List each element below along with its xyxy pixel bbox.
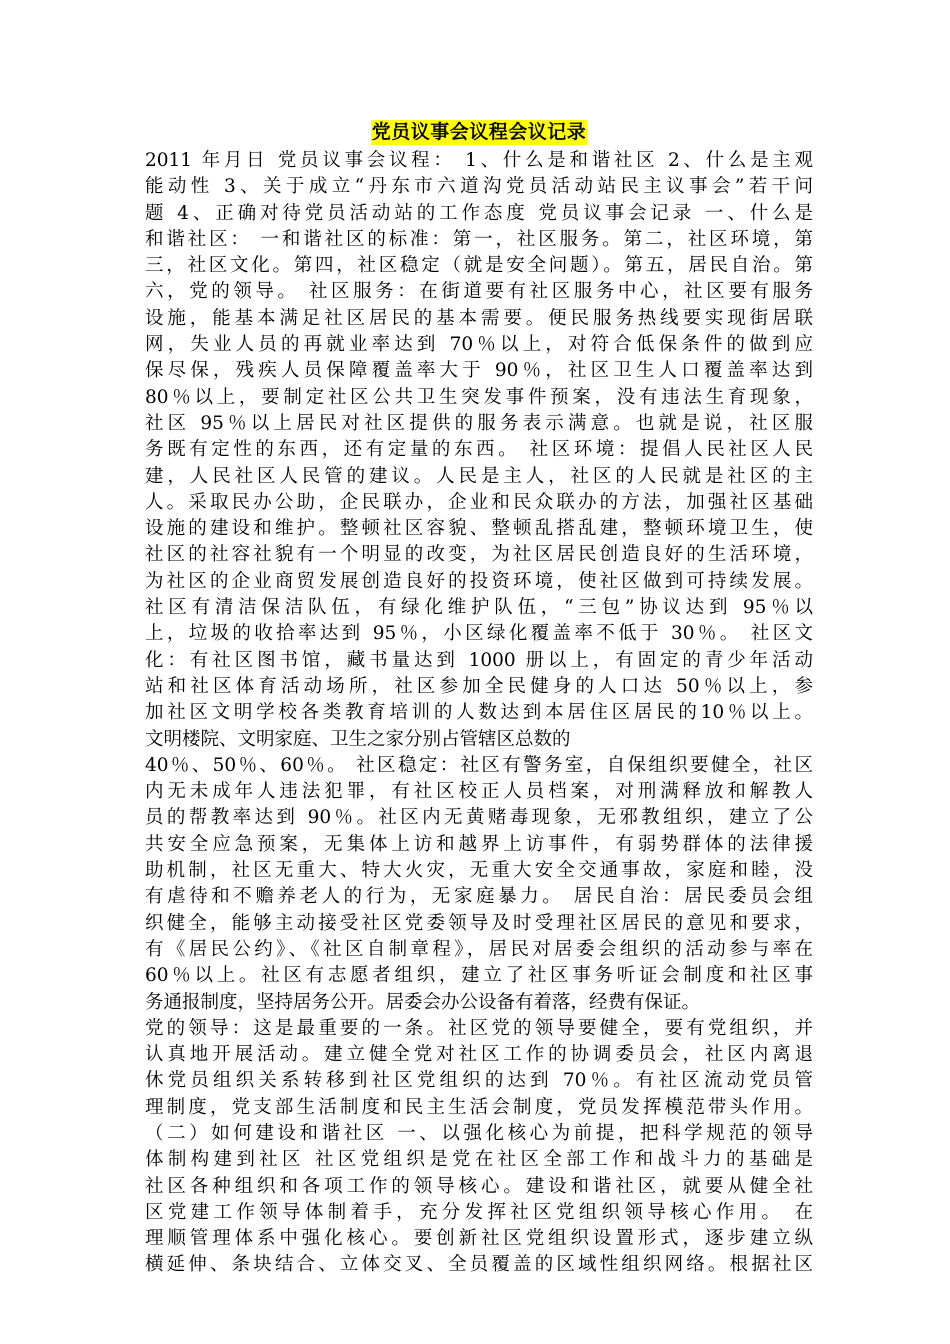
body-line: 六，党的领导。 社区服务：在街道要有社区服务中心，社区要有服务 (145, 281, 813, 303)
body-line: 为社区的企业商贸发展创造良好的投资环境，使社区做到可持续发展。 (145, 570, 813, 592)
title-row (145, 118, 813, 148)
body-line: 加社区文明学校各类教育培训的人数达到本居住区居民的10％以上。 (145, 702, 813, 724)
body-line: 题 4、正确对待党员活动站的工作态度 党员议事会记录 一、什么是 (145, 202, 813, 224)
body-line: 有《居民公约》、《社区自制章程》，居民对居委会组织的活动参与率在 (145, 938, 813, 960)
body-line: 织健全，能够主动接受社区党委领导及时受理社区居民的意见和要求， (145, 912, 813, 934)
body-line: 理制度，党支部生活制度和民主生活会制度，党员发挥模范带头作用。 (145, 1096, 813, 1118)
body-line: 站和社区体育活动场所，社区参加全民健身的人口达 50％以上，参 (145, 675, 813, 697)
body-line: （二）如何建设和谐社区 一、以强化核心为前提，把科学规范的领导 (145, 1122, 813, 1144)
body-line: 社区各种组织和各项工作的领导核心。建设和谐社区，就要从健全社 (145, 1175, 813, 1197)
body-line: 休党员组织关系转移到社区党组织的达到 70％。有社区流动党员管 (145, 1070, 813, 1092)
body-line: 员的帮教率达到 90％。社区内无黄赌毒现象，无邪教组织，建立了公 (145, 807, 813, 829)
body-line: 务既有定性的东西，还有定量的东西。 社区环境：提倡人民社区人民 (145, 439, 813, 461)
document-page (145, 118, 813, 1279)
body-line: 设施的建设和维护。整顿社区容貌、整顿乱搭乱建，整顿环境卫生，使 (145, 518, 813, 540)
body-line: 内无未成年人违法犯罪，有社区校正人员档案，对刑满释放和解教人 (145, 781, 813, 803)
document-title: 党员议事会议程会议记录 (371, 121, 587, 143)
body-line: 社区 95％以上居民对社区提供的服务表示满意。也就是说，社区服 (145, 412, 813, 434)
body-line: 40％、50％、60％。 社区稳定：社区有警务室，自保组织要健全，社区 (145, 754, 813, 776)
body-line: 上，垃圾的收拾率达到 95％，小区绿化覆盖率不低于 30％。 社区文 (145, 623, 813, 645)
body-line: 区党建工作领导体制着手，充分发挥社区党组织领导核心作用。 在 (145, 1201, 813, 1223)
body-line: 人。采取民办公助，企民联办，企业和民众联办的方法，加强社区基础 (145, 491, 813, 513)
body-line: 网，失业人员的再就业率达到 70％以上，对符合低保条件的做到应 (145, 334, 813, 356)
body-line: 共安全应急预案，无集体上访和越界上访事件，有弱势群体的法律援 (145, 833, 813, 855)
body-line: 保尽保，残疾人员保障覆盖率大于 90％，社区卫生人口覆盖率达到 (145, 360, 813, 382)
body-line: 有虐待和不赡养老人的行为，无家庭暴力。 居民自治：居民委员会组 (145, 886, 813, 908)
body-line: 社区有清洁保洁队伍，有绿化维护队伍，“三包”协议达到 95％以 (145, 597, 813, 619)
body-line: 2011 年月日 党员议事会议程： 1、什么是和谐社区 2、什么是主观 (145, 150, 813, 171)
body-line: 横延伸、条块结合、立体交叉、全员覆盖的区域性组织网络。根据社区 (145, 1254, 813, 1276)
body-line: 助机制，社区无重大、特大火灾，无重大安全交通事故，家庭和睦，没 (145, 860, 813, 882)
body-line: 能动性 3、关于成立“丹东市六道沟党员活动站民主议事会”若干问 (145, 176, 813, 198)
body-line: 务通报制度，坚持居务公开。居委会办公设备有着落，经费有保证。 (145, 991, 701, 1013)
body-line: 三，社区文化。第四，社区稳定（就是安全问题）。第五，居民自治。第 (145, 255, 813, 277)
body-line: 设施，能基本满足社区居民的基本需要。便民服务热线要实现街居联 (145, 307, 813, 329)
body-line: 建，人民社区人民管的建议。人民是主人，社区的人民就是社区的主 (145, 465, 813, 487)
body-line: 文明楼院、文明家庭、卫生之家分别占管辖区总数的 (145, 728, 571, 750)
body-line: 社区的社容社貌有一个明显的改变，为社区居民创造良好的生活环境， (145, 544, 813, 566)
document-body (145, 148, 813, 1279)
body-line: 化：有社区图书馆，藏书量达到 1000 册以上，有固定的青少年活动 (145, 649, 813, 671)
body-line: 党的领导：这是最重要的一条。社区党的领导要健全，要有党组织，并 (145, 1017, 813, 1039)
body-line: 理顺管理体系中强化核心。要创新社区党组织设置形式，逐步建立纵 (145, 1228, 813, 1250)
body-line: 和谐社区： 一和谐社区的标准：第一，社区服务。第二，社区环境，第 (145, 228, 813, 250)
body-line: 体制构建到社区 社区党组织是党在社区全部工作和战斗力的基础是 (145, 1149, 813, 1171)
body-line: 80％以上，要制定社区公共卫生突发事件预案，没有违法生育现象， (145, 386, 813, 408)
body-line: 60％以上。社区有志愿者组织，建立了社区事务听证会制度和社区事 (145, 965, 813, 987)
body-line: 认真地开展活动。建立健全党对社区工作的协调委员会，社区内离退 (145, 1044, 813, 1066)
